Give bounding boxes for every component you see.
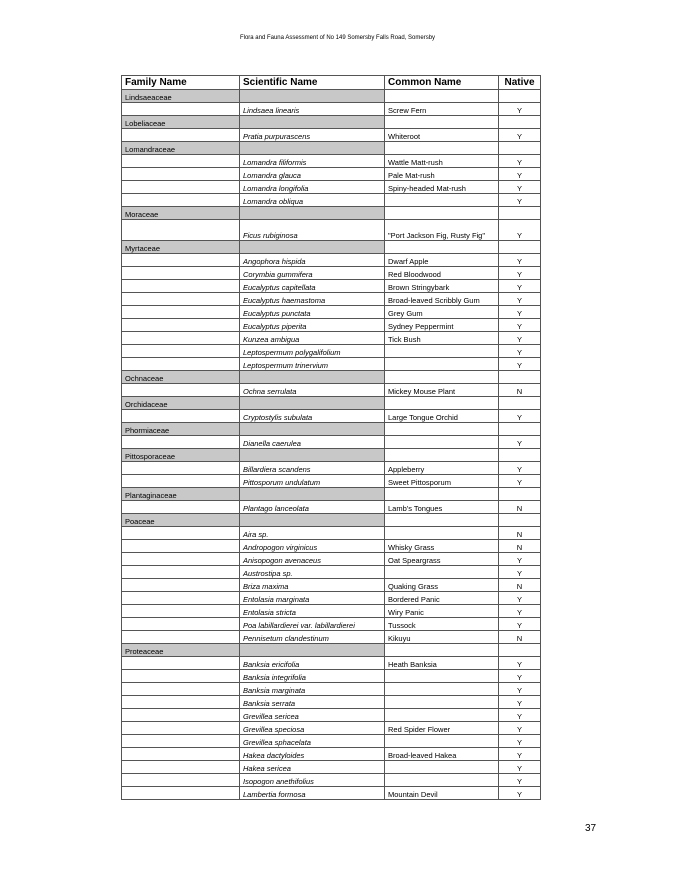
scientific-name-cell: Angophora hispida [240, 254, 385, 267]
common-name-cell: Grey Gum [385, 306, 499, 319]
native-cell: Y [499, 462, 541, 475]
family-row [122, 514, 541, 527]
family-name-cell [122, 748, 240, 761]
native-cell [499, 116, 541, 129]
species-row [122, 605, 541, 618]
table-header-row [122, 76, 541, 90]
scientific-name-cell: Hakea dactyloides [240, 748, 385, 761]
native-cell: Y [499, 605, 541, 618]
species-row [122, 129, 541, 142]
scientific-name-cell: Grevillea speciosa [240, 722, 385, 735]
species-row [122, 384, 541, 397]
scientific-name-cell: Banksia marginata [240, 683, 385, 696]
common-name-cell: Tussock [385, 618, 499, 631]
native-cell: N [499, 527, 541, 540]
scientific-name-cell: Eucalyptus haemastoma [240, 293, 385, 306]
native-cell: Y [499, 306, 541, 319]
native-cell: Y [499, 787, 541, 800]
species-row [122, 540, 541, 553]
family-name-cell [122, 280, 240, 293]
scientific-name-cell: Eucalyptus punctata [240, 306, 385, 319]
family-name-cell [122, 540, 240, 553]
common-name-cell [385, 488, 499, 501]
scientific-name-cell: Ficus rubiginosa [240, 220, 385, 241]
native-cell: Y [499, 696, 541, 709]
family-name-cell: Lomandraceae [122, 142, 240, 155]
species-row [122, 592, 541, 605]
common-name-cell [385, 241, 499, 254]
common-name-cell [385, 116, 499, 129]
common-name-cell [385, 514, 499, 527]
scientific-name-cell [240, 90, 385, 103]
family-row [122, 644, 541, 657]
scientific-name-cell: Eucalyptus piperita [240, 319, 385, 332]
scientific-name-cell [240, 116, 385, 129]
native-cell: N [499, 501, 541, 514]
family-name-cell: Plantaginaceae [122, 488, 240, 501]
species-row [122, 618, 541, 631]
family-name-cell [122, 670, 240, 683]
scientific-name-cell: Austrostipa sp. [240, 566, 385, 579]
native-cell: Y [499, 254, 541, 267]
family-name-cell: Pittosporaceae [122, 449, 240, 462]
native-cell: Y [499, 683, 541, 696]
scientific-name-cell: Pittosporum undulatum [240, 475, 385, 488]
species-row [122, 194, 541, 207]
common-name-cell: Wiry Panic [385, 605, 499, 618]
native-cell: Y [499, 735, 541, 748]
native-cell: Y [499, 103, 541, 116]
family-name-cell [122, 683, 240, 696]
scientific-name-cell: Kunzea ambigua [240, 332, 385, 345]
species-row [122, 709, 541, 722]
family-row [122, 371, 541, 384]
native-cell: Y [499, 220, 541, 241]
native-cell: Y [499, 592, 541, 605]
common-name-cell: Heath Banksia [385, 657, 499, 670]
family-name-cell: Myrtaceae [122, 241, 240, 254]
native-cell: Y [499, 436, 541, 449]
scientific-name-cell: Banksia integrifolia [240, 670, 385, 683]
scientific-name-cell: Banksia serrata [240, 696, 385, 709]
common-name-cell: Kikuyu [385, 631, 499, 644]
native-cell: N [499, 384, 541, 397]
family-row [122, 397, 541, 410]
common-name-cell [385, 358, 499, 371]
common-name-cell [385, 709, 499, 722]
common-name-cell: Mickey Mouse Plant [385, 384, 499, 397]
common-name-cell [385, 207, 499, 220]
family-name-cell [122, 631, 240, 644]
family-name-cell [122, 618, 240, 631]
family-row [122, 423, 541, 436]
native-cell: Y [499, 181, 541, 194]
scientific-name-cell: Pennisetum clandestinum [240, 631, 385, 644]
common-name-cell: Large Tongue Orchid [385, 410, 499, 423]
family-name-cell [122, 220, 240, 241]
family-name-cell [122, 254, 240, 267]
family-name-cell [122, 579, 240, 592]
native-cell: Y [499, 280, 541, 293]
native-cell: N [499, 579, 541, 592]
species-row [122, 683, 541, 696]
species-row [122, 566, 541, 579]
table-body [122, 90, 541, 800]
family-name-cell [122, 103, 240, 116]
common-name-cell: Whiteroot [385, 129, 499, 142]
native-cell [499, 142, 541, 155]
native-cell: Y [499, 410, 541, 423]
page-header: Flora and Fauna Assessment of No 149 Somersby Falls Road, Somersby [239, 35, 436, 41]
scientific-name-cell [240, 397, 385, 410]
species-row [122, 254, 541, 267]
family-name-cell [122, 696, 240, 709]
scientific-name-cell: Lambertia formosa [240, 787, 385, 800]
common-name-cell [385, 670, 499, 683]
family-name-cell [122, 774, 240, 787]
family-name-cell [122, 293, 240, 306]
family-name-cell [122, 553, 240, 566]
scientific-name-cell: Lomandra longifolia [240, 181, 385, 194]
species-row [122, 319, 541, 332]
species-row [122, 358, 541, 371]
scientific-name-cell: Corymbia gummifera [240, 267, 385, 280]
family-name-cell [122, 709, 240, 722]
species-table [121, 75, 541, 800]
family-name-cell [122, 475, 240, 488]
family-name-cell [122, 306, 240, 319]
native-cell: Y [499, 475, 541, 488]
scientific-name-cell: Leptospermum trinervium [240, 358, 385, 371]
family-name-cell: Proteaceae [122, 644, 240, 657]
species-row [122, 553, 541, 566]
scientific-name-cell: Cryptostylis subulata [240, 410, 385, 423]
common-name-cell [385, 774, 499, 787]
species-row [122, 670, 541, 683]
common-name-cell [385, 423, 499, 436]
species-row [122, 761, 541, 774]
family-row [122, 241, 541, 254]
scientific-name-cell: Ochna serrulata [240, 384, 385, 397]
species-row [122, 280, 541, 293]
common-name-cell [385, 683, 499, 696]
common-name-cell [385, 397, 499, 410]
column-header-common: Common Name [385, 76, 499, 90]
scientific-name-cell: Aira sp. [240, 527, 385, 540]
family-name-cell [122, 194, 240, 207]
native-cell [499, 90, 541, 103]
species-row [122, 475, 541, 488]
common-name-cell [385, 194, 499, 207]
column-header-scientific: Scientific Name [240, 76, 385, 90]
family-name-cell [122, 129, 240, 142]
scientific-name-cell [240, 371, 385, 384]
scientific-name-cell: Grevillea sphacelata [240, 735, 385, 748]
scientific-name-cell [240, 241, 385, 254]
native-cell [499, 397, 541, 410]
common-name-cell: Spiny-headed Mat-rush [385, 181, 499, 194]
species-row [122, 345, 541, 358]
species-row [122, 462, 541, 475]
scientific-name-cell: Pratia purpurascens [240, 129, 385, 142]
family-name-cell [122, 735, 240, 748]
native-cell: Y [499, 155, 541, 168]
family-name-cell [122, 332, 240, 345]
family-name-cell: Ochnaceae [122, 371, 240, 384]
native-cell: Y [499, 722, 541, 735]
family-name-cell [122, 527, 240, 540]
species-row [122, 722, 541, 735]
scientific-name-cell: Anisopogon avenaceus [240, 553, 385, 566]
family-name-cell [122, 181, 240, 194]
scientific-name-cell [240, 644, 385, 657]
scientific-name-cell: Dianella caerulea [240, 436, 385, 449]
species-row [122, 787, 541, 800]
family-row [122, 488, 541, 501]
family-name-cell [122, 566, 240, 579]
common-name-cell [385, 90, 499, 103]
native-cell: Y [499, 748, 541, 761]
common-name-cell [385, 761, 499, 774]
scientific-name-cell: Grevillea sericea [240, 709, 385, 722]
family-name-cell [122, 787, 240, 800]
common-name-cell [385, 696, 499, 709]
family-row [122, 207, 541, 220]
species-row [122, 436, 541, 449]
native-cell: Y [499, 194, 541, 207]
common-name-cell: Red Spider Flower [385, 722, 499, 735]
scientific-name-cell: Lomandra obliqua [240, 194, 385, 207]
family-name-cell [122, 436, 240, 449]
common-name-cell: Oat Speargrass [385, 553, 499, 566]
native-cell: Y [499, 332, 541, 345]
native-cell: Y [499, 566, 541, 579]
native-cell: Y [499, 709, 541, 722]
family-name-cell [122, 605, 240, 618]
native-cell [499, 207, 541, 220]
scientific-name-cell [240, 449, 385, 462]
species-row [122, 267, 541, 280]
column-header-native: Native [499, 76, 541, 90]
native-cell [499, 514, 541, 527]
scientific-name-cell: Lomandra filiformis [240, 155, 385, 168]
native-cell: Y [499, 618, 541, 631]
family-name-cell [122, 657, 240, 670]
common-name-cell: Screw Fern [385, 103, 499, 116]
common-name-cell: Lamb's Tongues [385, 501, 499, 514]
common-name-cell [385, 566, 499, 579]
native-cell: Y [499, 129, 541, 142]
common-name-cell [385, 371, 499, 384]
species-row [122, 696, 541, 709]
family-name-cell: Lobeliaceae [122, 116, 240, 129]
common-name-cell: Wattle Matt-rush [385, 155, 499, 168]
native-cell [499, 371, 541, 384]
common-name-cell: Broad-leaved Hakea [385, 748, 499, 761]
native-cell: Y [499, 670, 541, 683]
native-cell: Y [499, 267, 541, 280]
common-name-cell: Dwarf Apple [385, 254, 499, 267]
page-number: 37 [585, 823, 597, 834]
common-name-cell [385, 449, 499, 462]
family-name-cell [122, 345, 240, 358]
common-name-cell: Sweet Pittosporum [385, 475, 499, 488]
native-cell: N [499, 631, 541, 644]
common-name-cell [385, 436, 499, 449]
scientific-name-cell [240, 488, 385, 501]
native-cell: Y [499, 168, 541, 181]
family-name-cell [122, 462, 240, 475]
species-row [122, 527, 541, 540]
native-cell: Y [499, 345, 541, 358]
column-header-family: Family Name [122, 76, 240, 90]
native-cell [499, 488, 541, 501]
scientific-name-cell: Entolasia marginata [240, 592, 385, 605]
species-row [122, 293, 541, 306]
common-name-cell: Brown Stringybark [385, 280, 499, 293]
species-row [122, 774, 541, 787]
family-name-cell [122, 501, 240, 514]
native-cell: N [499, 540, 541, 553]
native-cell: Y [499, 358, 541, 371]
scientific-name-cell: Poa labillardierei var. labillardierei [240, 618, 385, 631]
native-cell [499, 423, 541, 436]
common-name-cell: Tick Bush [385, 332, 499, 345]
family-row [122, 449, 541, 462]
scientific-name-cell [240, 514, 385, 527]
species-row [122, 748, 541, 761]
family-name-cell [122, 384, 240, 397]
species-row [122, 155, 541, 168]
common-name-cell [385, 142, 499, 155]
species-row [122, 103, 541, 116]
common-name-cell [385, 527, 499, 540]
scientific-name-cell: Isopogon anethifolius [240, 774, 385, 787]
native-cell [499, 241, 541, 254]
family-name-cell: Orchidaceae [122, 397, 240, 410]
species-row [122, 501, 541, 514]
scientific-name-cell: Banksia ericifolia [240, 657, 385, 670]
common-name-cell: Quaking Grass [385, 579, 499, 592]
native-cell: Y [499, 657, 541, 670]
scientific-name-cell: Lomandra glauca [240, 168, 385, 181]
species-row [122, 410, 541, 423]
native-cell [499, 449, 541, 462]
family-name-cell [122, 761, 240, 774]
scientific-name-cell: Entolasia stricta [240, 605, 385, 618]
family-name-cell [122, 722, 240, 735]
family-name-cell: Moraceae [122, 207, 240, 220]
family-row [122, 142, 541, 155]
scientific-name-cell [240, 142, 385, 155]
species-row [122, 579, 541, 592]
native-cell: Y [499, 319, 541, 332]
native-cell: Y [499, 293, 541, 306]
native-cell: Y [499, 761, 541, 774]
scientific-name-cell: Hakea sericea [240, 761, 385, 774]
common-name-cell [385, 345, 499, 358]
family-name-cell [122, 168, 240, 181]
common-name-cell: Red Bloodwood [385, 267, 499, 280]
species-row [122, 332, 541, 345]
scientific-name-cell: Plantago lanceolata [240, 501, 385, 514]
family-name-cell [122, 267, 240, 280]
species-row [122, 631, 541, 644]
scientific-name-cell: Eucalyptus capitellata [240, 280, 385, 293]
native-cell [499, 644, 541, 657]
scientific-name-cell [240, 423, 385, 436]
family-row [122, 116, 541, 129]
common-name-cell: Sydney Peppermint [385, 319, 499, 332]
species-row [122, 168, 541, 181]
common-name-cell: Whisky Grass [385, 540, 499, 553]
family-name-cell [122, 410, 240, 423]
common-name-cell: Bordered Panic [385, 592, 499, 605]
family-name-cell [122, 319, 240, 332]
scientific-name-cell: Lindsaea linearis [240, 103, 385, 116]
common-name-cell: Appleberry [385, 462, 499, 475]
common-name-cell: Mountain Devil [385, 787, 499, 800]
family-name-cell [122, 592, 240, 605]
common-name-cell [385, 735, 499, 748]
family-name-cell [122, 155, 240, 168]
species-row [122, 735, 541, 748]
scientific-name-cell: Briza maxima [240, 579, 385, 592]
family-row [122, 90, 541, 103]
common-name-cell: Broad-leaved Scribbly Gum [385, 293, 499, 306]
common-name-cell [385, 644, 499, 657]
family-name-cell: Poaceae [122, 514, 240, 527]
family-name-cell [122, 358, 240, 371]
species-row [122, 181, 541, 194]
common-name-cell: Pale Mat-rush [385, 168, 499, 181]
scientific-name-cell [240, 207, 385, 220]
common-name-cell: "Port Jackson Fig, Rusty Fig" [385, 220, 499, 241]
species-row [122, 306, 541, 319]
family-name-cell: Lindsaeaceae [122, 90, 240, 103]
species-row [122, 220, 541, 241]
native-cell: Y [499, 774, 541, 787]
species-row [122, 657, 541, 670]
scientific-name-cell: Andropogon virginicus [240, 540, 385, 553]
family-name-cell: Phormiaceae [122, 423, 240, 436]
native-cell: Y [499, 553, 541, 566]
scientific-name-cell: Billardiera scandens [240, 462, 385, 475]
scientific-name-cell: Leptospermum polygalifolium [240, 345, 385, 358]
